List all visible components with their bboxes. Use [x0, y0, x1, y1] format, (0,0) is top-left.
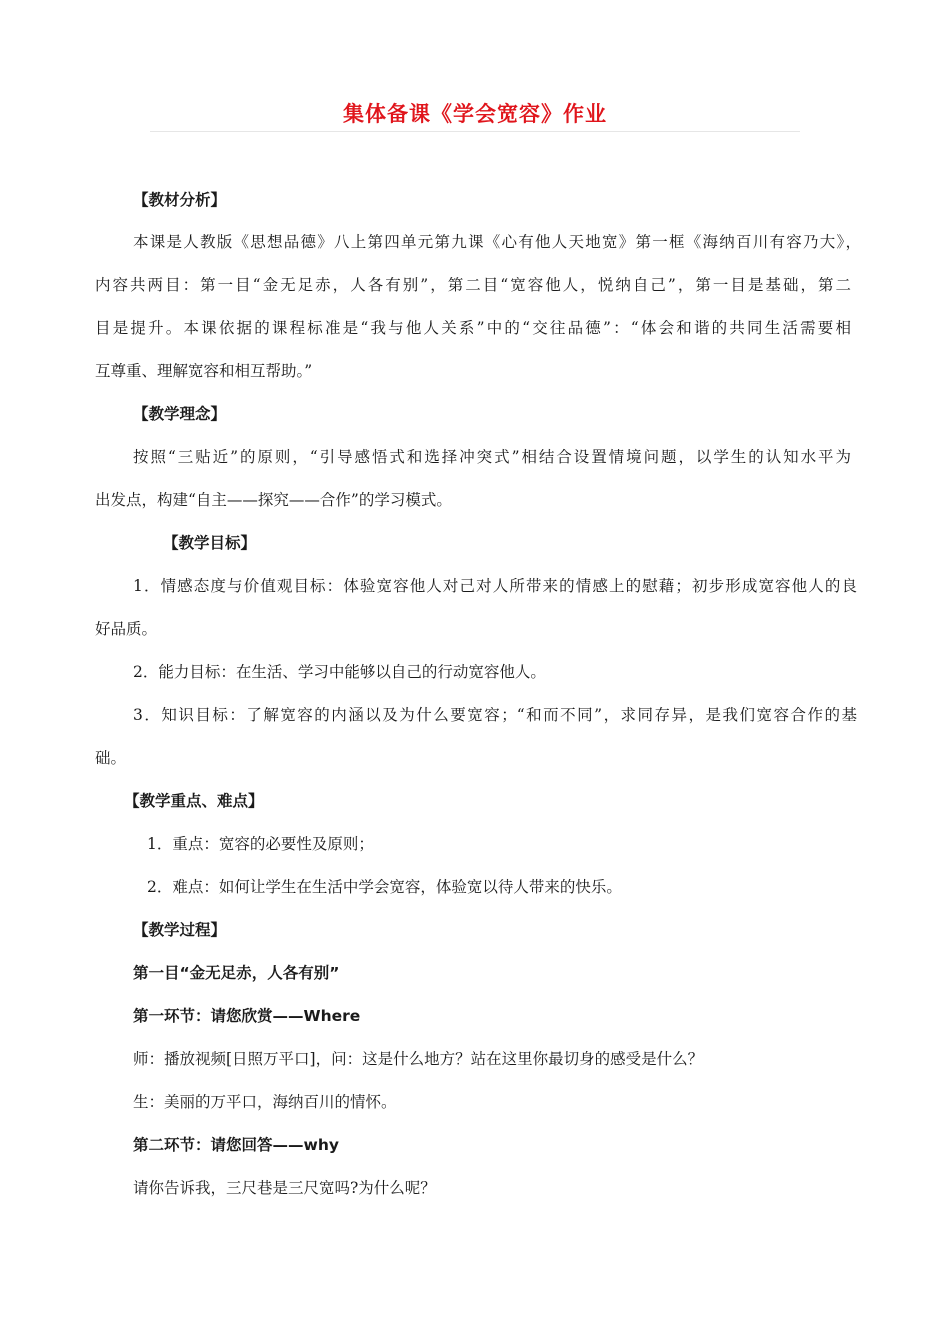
objective-1-line-2: 好品质。 — [95, 620, 158, 638]
heading-textbook-analysis: 【教材分析】 — [133, 191, 227, 209]
objective-2: 2．能力目标：在生活、学习中能够以自己的行动宽容他人。 — [133, 663, 546, 681]
step-2-question: 请你告诉我，三尺巷是三尺宽吗?为什么呢？ — [133, 1179, 436, 1197]
step-1-teacher: 师：播放视频[日照万平口]，问：这是什么地方？站在这里你最切身的感受是什么？ — [133, 1050, 704, 1068]
objective-3-line-2: 础。 — [95, 749, 127, 767]
key-point: 1．重点：宽容的必要性及原则； — [147, 835, 374, 853]
heading-teaching-process: 【教学过程】 — [133, 921, 227, 939]
heading-teaching-objectives: 【教学目标】 — [163, 534, 257, 552]
philosophy-line-2: 出发点，构建“自主——探究——合作”的学习模式。 — [95, 491, 452, 509]
heading-key-difficult-points: 【教学重点、难点】 — [124, 792, 264, 810]
philosophy-line-1: 按照“三贴近”的原则，“引导感悟式和选择冲突式”相结合设置情境问题，以学生的认知水平为 — [133, 448, 851, 466]
objective-1-line-1: 1．情感态度与价值观目标：体验宽容他人对己对人所带来的情感上的慰藉；初步形成宽容他人的良 — [133, 577, 857, 595]
analysis-line-4: 互尊重、理解宽容和相互帮助。” — [95, 362, 313, 380]
document-title: 集体备课《学会宽容》作业 — [343, 102, 607, 126]
part-1-title: 第一目“金无足赤，人各有别” — [133, 964, 340, 982]
step-2-title: 第二环节：请您回答——why — [133, 1136, 339, 1154]
heading-teaching-philosophy: 【教学理念】 — [133, 405, 227, 423]
objective-3-line-1: 3．知识目标：了解宽容的内涵以及为什么要宽容；“和而不同”，求同存异，是我们宽容合作的基 — [133, 706, 857, 724]
title-divider — [150, 131, 800, 132]
step-1-student: 生：美丽的万平口，海纳百川的情怀。 — [133, 1093, 397, 1111]
analysis-line-1: 本课是人教版《思想品德》八上第四单元第九课《心有他人天地宽》第一框《海纳百川有容乃大》， — [133, 233, 861, 251]
analysis-line-2: 内容共两目：第一目“金无足赤，人各有别”，第二目“宽容他人，悦纳自己”，第一目是基础，第二 — [95, 276, 851, 294]
difficult-point: 2．难点：如何让学生在生活中学会宽容，体验宽以待人带来的快乐。 — [147, 878, 622, 896]
analysis-line-3: 目是提升。本课依据的课程标准是“我与他人关系”中的“交往品德”：“体会和谐的共同生活需要相 — [95, 319, 851, 337]
step-1-title: 第一环节：请您欣赏——Where — [133, 1007, 361, 1025]
